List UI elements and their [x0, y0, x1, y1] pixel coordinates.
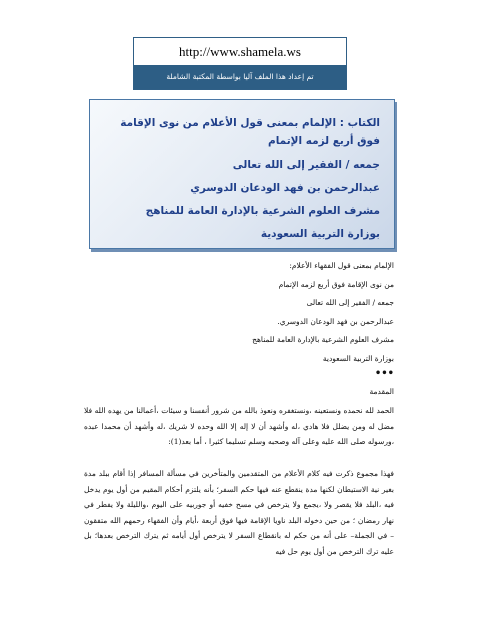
site-url[interactable]: http://www.shamela.ws: [179, 44, 301, 59]
site-banner: [133, 37, 347, 90]
section-heading: المقدمة: [369, 387, 394, 396]
intro-paragraph: الحمد لله نحمده ونستعينه ،ونستغفره ونعوذ بالله من شرور أنفسنا و سيئات ،أعمالنا من يهده الله فلا مضل له ومن يضلل فلا هادي ،له وأشهد أن لا إله إلا الله وحده لا شريك ،له وأشهد أن محمدا عبده ،ورسوله صلى الله عليه وعلى آله وصحبه وسلم تسليما كثيرا ، أما بعد(1):: [84, 406, 394, 447]
compiler-line: جمعه / الفقير إلى الله تعالى: [232, 159, 380, 171]
book-title: الكتاب : الإلمام بمعنى قول الأعلام من نوى الإقامة فوق أربع لزمه الإتمام: [120, 117, 380, 147]
body-paragraph: فهذا مجموع ذكرت فيه كلام الأعلام من المتقدمين والمتأخرين في مسألة المسافر إذا أقام ببلد مدة بغير نية الاستيطان لكنها مدة ينقطع عنه فيها حكم السفر؛ بأنه يلتزم أحكام المقيم من أول يوم يدخل فيه ،البلد فلا يقصر ولا ،يجمع ولا يترخص في مسح خفيه أو جوربيه على اليوم ،والليلة ولا يفطر في نهار رمضان ؛ من حين دخوله البلد ناويا الإقامة فيها فوق أربعة ،أيام وأن الفقهاء رحمهم الله متفقون – في الجملة– على أنه من حكم له بانقطاع السفر لا يترخص أول أيامه ثم يترك الترخص بعدها؛ بل عليه ترك الترخص من أول يوم حل فيه: [84, 469, 394, 556]
intro-line: الإلمام بمعنى قول الفقهاء الأعلام:: [289, 261, 394, 270]
intro-line: بوزارة التربية السعودية: [322, 353, 394, 363]
intro-block: [150, 258, 394, 383]
intro-line: عبدالرحمن بن فهد الودعان الدوسري.: [277, 316, 394, 326]
separator-dots: •••: [374, 368, 394, 379]
author-name: عبدالرحمن بن فهد الودعان الدوسري: [190, 182, 380, 194]
intro-line: جمعه / الفقير إلى الله تعالى: [306, 298, 394, 307]
book-info-card: [89, 99, 395, 249]
author-position: مشرف العلوم الشرعية بالإدارة العامة للمناهج: [145, 205, 380, 217]
intro-line: من نوى الإقامة فوق أربع لزمه الإتمام: [278, 279, 394, 289]
intro-line: مشرف العلوم الشرعية بالإدارة العامة للمناهج: [252, 335, 394, 344]
banner-subtitle: تم إعداد هذا الملف آليا بواسطة المكتبة الشاملة: [134, 65, 346, 89]
ministry-name: بوزارة التربية السعودية: [260, 228, 380, 240]
